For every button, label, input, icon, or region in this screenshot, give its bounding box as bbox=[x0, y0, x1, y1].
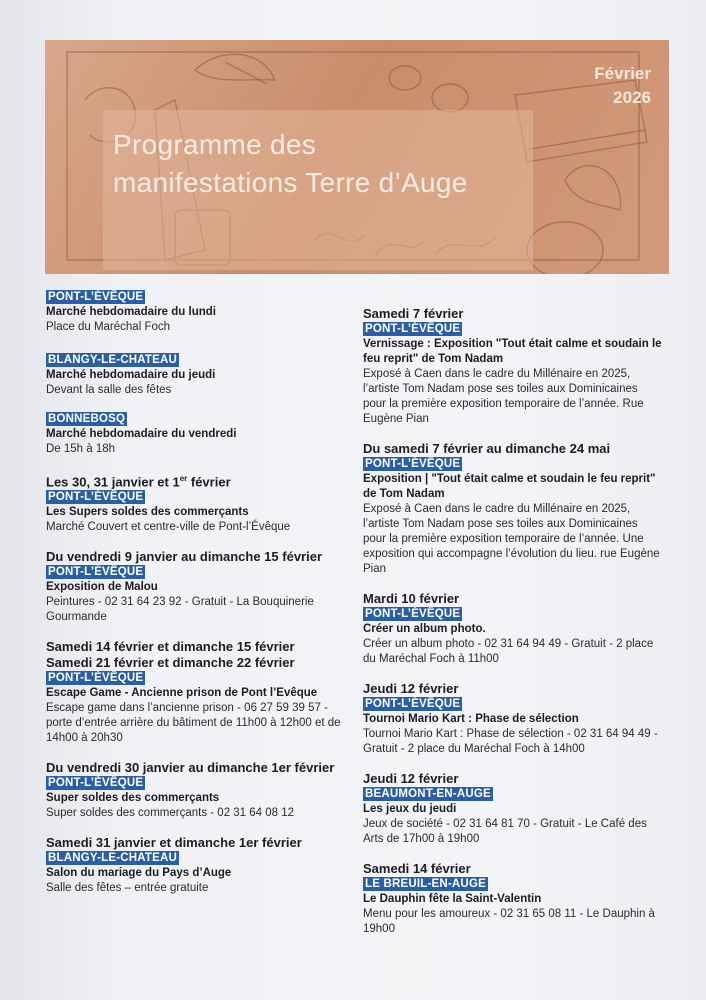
event-description: Menu pour les amoureux - 02 31 65 08 11 - Le Dauphin à 19h00 bbox=[363, 908, 655, 935]
location-tag: PONT-L’ÉVÊQUE bbox=[365, 698, 461, 710]
issue-year: 2026 bbox=[613, 88, 651, 107]
event-date: Du vendredi 30 janvier au dimanche 1er février bbox=[46, 760, 335, 776]
event-title: Créer un album photo. bbox=[363, 623, 486, 635]
event-date: Jeudi 12 février bbox=[363, 771, 459, 786]
event-title: Escape Game - Ancienne prison de Pont l’Evêque bbox=[46, 687, 318, 700]
location-tag: BEAUMONT-EN-AUGE bbox=[365, 788, 491, 800]
location-tag: BLANGY-LE-CHATEAU bbox=[48, 354, 178, 366]
issue-date bbox=[594, 62, 651, 110]
event-entry bbox=[46, 639, 346, 746]
event-date-sup: er bbox=[179, 474, 188, 483]
event-title: Marché hebdomadaire du lundi bbox=[46, 306, 216, 318]
location-tag: PONT-L’ÉVÊQUE bbox=[365, 323, 461, 335]
event-entry bbox=[46, 353, 346, 398]
page-title bbox=[113, 126, 553, 202]
event-description: Exposé à Caen dans le cadre du Millénaire en 2025, l’artiste Tom Nadam pose ses toiles aux Dominicaines pour la première exposition temporaire de l’année. Une exposition qui accompagne l’évolution du lieu. rue Eugène Pian bbox=[363, 503, 660, 575]
location-tag: PONT-L’ÉVÊQUE bbox=[365, 608, 461, 620]
event-description: Exposé à Caen dans le cadre du Millénaire en 2025, l’artiste Tom Nadam pose ses toiles aux Dominicaines pour la première exposition temporaire de l’année. Rue Eugène Pian bbox=[363, 368, 644, 425]
event-date: Mardi 10 février bbox=[363, 591, 460, 606]
location-tag: PONT-L’ÉVÊQUE bbox=[365, 458, 461, 470]
event-date: Du samedi 7 février au dimanche 24 mai bbox=[363, 441, 611, 456]
event-description: Peintures - 02 31 64 23 92 - Gratuit - La Bouquinerie Gourmande bbox=[46, 596, 314, 624]
event-date: Jeudi 12 février bbox=[363, 681, 459, 696]
location-tag: PONT-L’ÉVÊQUE bbox=[48, 491, 144, 504]
page-title-line2: manifestations Terre d’Auge bbox=[113, 167, 468, 198]
location-tag: BONNEBOSQ bbox=[48, 413, 126, 425]
event-entry bbox=[46, 290, 346, 335]
event-description: Jeux de société - 02 31 64 81 70 - Gratuit - Le Café des Arts de 17h00 à 19h00 bbox=[363, 818, 647, 845]
event-title: Les Supers soldes des commerçants bbox=[46, 506, 249, 519]
location-tag: PONT-L’ÉVÊQUE bbox=[48, 566, 144, 579]
event-title: Le Dauphin fête la Saint-Valentin bbox=[363, 893, 542, 905]
event-date: Samedi 31 janvier et dimanche 1er février bbox=[46, 835, 302, 851]
event-entry bbox=[46, 412, 346, 457]
event-date-part: février bbox=[187, 474, 231, 490]
event-description: Salle des fêtes – entrée gratuite bbox=[46, 882, 209, 895]
header-banner bbox=[45, 40, 669, 274]
event-title: Vernissage : Exposition "Tout était calme et soudain le feu reprit" de Tom Nadam bbox=[363, 338, 662, 365]
event-entry bbox=[46, 549, 346, 625]
issue-month: Février bbox=[594, 64, 651, 83]
event-title: Exposition | "Tout était calme et soudain le feu reprit" de Tom Nadam bbox=[363, 473, 656, 500]
event-description: Marché Couvert et centre-ville de Pont-l’Évêque bbox=[46, 521, 291, 534]
event-entry bbox=[363, 681, 663, 757]
event-entry bbox=[46, 760, 346, 821]
event-date: Du vendredi 9 janvier au dimanche 15 février bbox=[46, 549, 323, 565]
event-entry bbox=[363, 591, 663, 667]
event-date bbox=[46, 471, 346, 490]
event-entry bbox=[46, 471, 346, 535]
event-title: Salon du mariage du Pays d’Auge bbox=[46, 867, 232, 880]
location-tag: PONT-L’ÉVÊQUE bbox=[48, 777, 144, 790]
event-date: Samedi 14 février et dimanche 15 février bbox=[46, 639, 295, 655]
event-description: Place du Maréchal Foch bbox=[46, 321, 171, 333]
event-entry bbox=[363, 441, 663, 577]
event-date: Samedi 7 février bbox=[363, 306, 464, 321]
event-date-part: Les 30, 31 janvier et 1 bbox=[46, 474, 180, 490]
event-entry bbox=[363, 306, 663, 427]
event-title: Super soldes des commerçants bbox=[46, 792, 220, 805]
event-title: Tournoi Mario Kart : Phase de sélection bbox=[363, 713, 579, 725]
event-date: Samedi 14 février bbox=[363, 861, 471, 876]
location-tag: BLANGY-LE-CHATEAU bbox=[48, 852, 178, 865]
location-tag: LE BREUIL-EN-AUGE bbox=[365, 878, 486, 890]
event-description: Escape game dans l’ancienne prison - 06 27 59 39 57 - porte d’entrée arrière du bâtiment de 11h00 à 12h00 et de 14h00 à 20h30 bbox=[46, 702, 341, 745]
event-description: Tournoi Mario Kart : Phase de sélection - 02 31 64 94 49 - Gratuit - 2 place du Maréchal Foch à 14h00 bbox=[363, 728, 658, 755]
left-column bbox=[46, 290, 346, 910]
event-title: Marché hebdomadaire du vendredi bbox=[46, 428, 237, 440]
location-tag: PONT-L’ÉVÊQUE bbox=[48, 291, 144, 303]
event-description: De 15h à 18h bbox=[46, 443, 116, 455]
event-description: Créer un album photo - 02 31 64 94 49 - Gratuit - 2 place du Maréchal Foch à 11h00 bbox=[363, 638, 654, 665]
location-tag: PONT-L’ÉVÊQUE bbox=[48, 672, 144, 685]
event-entry bbox=[363, 771, 663, 847]
right-column bbox=[363, 306, 663, 951]
event-entry bbox=[46, 835, 346, 896]
event-entry bbox=[363, 861, 663, 937]
event-description: Devant la salle des fêtes bbox=[46, 384, 172, 396]
page-title-line1: Programme des bbox=[113, 129, 317, 160]
event-description: Super soldes des commerçants - 02 31 64 08 12 bbox=[46, 807, 295, 820]
event-title: Exposition de Malou bbox=[46, 581, 158, 594]
event-title: Marché hebdomadaire du jeudi bbox=[46, 369, 216, 381]
event-date-second: Samedi 21 février et dimanche 22 février bbox=[46, 655, 295, 671]
event-title: Les jeux du jeudi bbox=[363, 803, 457, 815]
